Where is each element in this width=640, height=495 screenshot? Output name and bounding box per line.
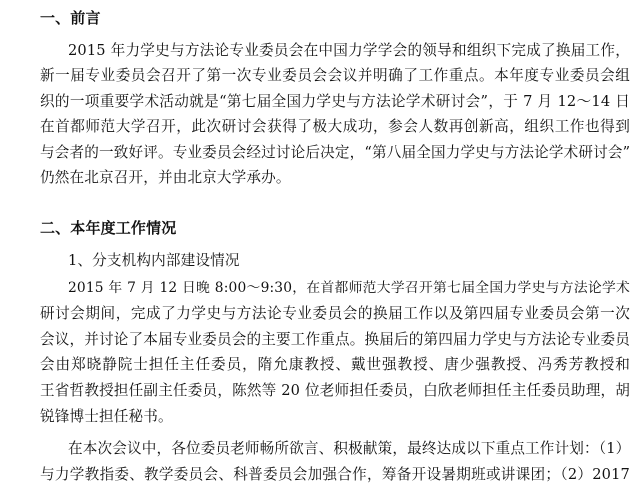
paragraph-line: 研讨会期间，完成了力学史与方法论专业委员会的换届工作以及第四届专业委员会第一次: [40, 305, 630, 322]
paragraph-line: 织的一项重要学术活动就是“第七届全国力学史与方法论学术研讨会”，于 7 月 12～14 日: [40, 93, 630, 110]
paragraph-line: 在首都师范大学召开，此次研讨会获得了极大成功，参会人数再创新高，组织工作也得到: [40, 118, 630, 135]
paragraph-line: 会议，并讨论了本届专业委员会的主要工作重点。换届后的第四届力学史与方法论专业委员: [40, 331, 630, 348]
subsection-heading: 1、分支机构内部建设情况: [68, 252, 240, 269]
paragraph-line: 与力学教指委、教学委员会、科普委员会加强合作，筹备开设暑期班或讲课团；（2）2017: [40, 466, 630, 483]
paragraph-line: 在本次会议中，各位委员老师畅所欲言、积极献策，最终达成以下重点工作计划：（1）: [68, 440, 631, 457]
paragraph-line: 会由郑晓静院士担任主任委员，隋允康教授、戴世强教授、唐少强教授、冯秀芳教授和: [40, 356, 630, 373]
paragraph-line: 2015 年力学史与方法论专业委员会在中国力学学会的领导和组织下完成了换届工作，: [68, 42, 630, 59]
paragraph-line: 与会者的一致好评。专业委员会经过讨论后决定，“第八届全国力学史与方法论学术研讨会”: [40, 144, 631, 161]
paragraph-line: 新一届专业委员会召开了第一次专业委员会会议并明确了工作重点。本年度专业委员会组: [40, 67, 630, 84]
paragraph-line: 锐锋博士担任秘书。: [40, 408, 173, 425]
paragraph-line: 王省哲教授担任副主任委员，陈然等 20 位老师担任委员，白欣老师担任主任委员助理，胡: [40, 382, 630, 399]
section-2-heading: 二、本年度工作情况: [40, 219, 177, 237]
paragraph-line: 仍然在北京召开，并由北京大学承办。: [40, 169, 291, 186]
section-1-heading: 一、前言: [40, 9, 101, 27]
paragraph-line: 2015 年 7 月 12 日晚 8:00～9:30，在首都师范大学召开第七届全国力学史与方法论学术: [68, 280, 630, 296]
